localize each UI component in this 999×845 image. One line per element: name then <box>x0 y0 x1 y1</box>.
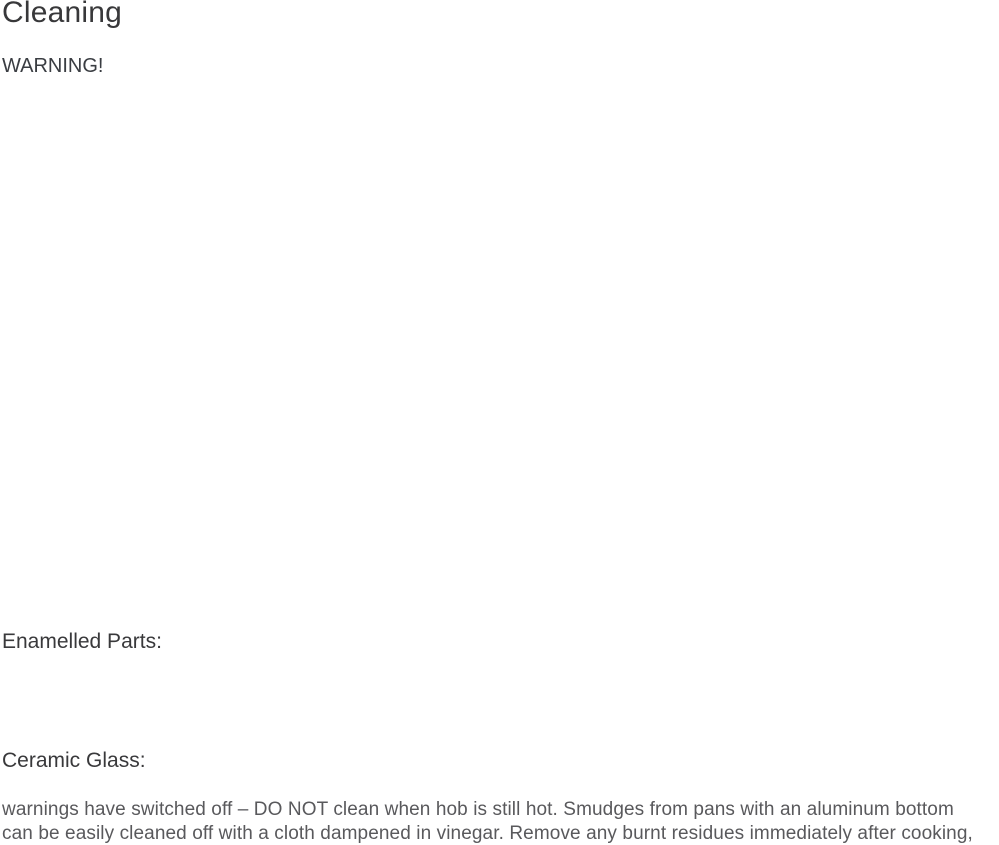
section-heading-enamelled-parts: Enamelled Parts: <box>2 630 162 653</box>
body-paragraph <box>2 798 973 845</box>
warning-heading: WARNING! <box>2 55 104 77</box>
section-heading-ceramic-glass: Ceramic Glass: <box>2 749 146 772</box>
paragraph-line: warnings have switched off – DO NOT clean when hob is still hot. Smudges from pans with an aluminum bottom <box>2 799 954 820</box>
paragraph-line: can be easily cleaned off with a cloth dampened in vinegar. Remove any burnt residues immediately after cooking, <box>2 822 973 844</box>
page-title: Cleaning <box>2 0 123 29</box>
